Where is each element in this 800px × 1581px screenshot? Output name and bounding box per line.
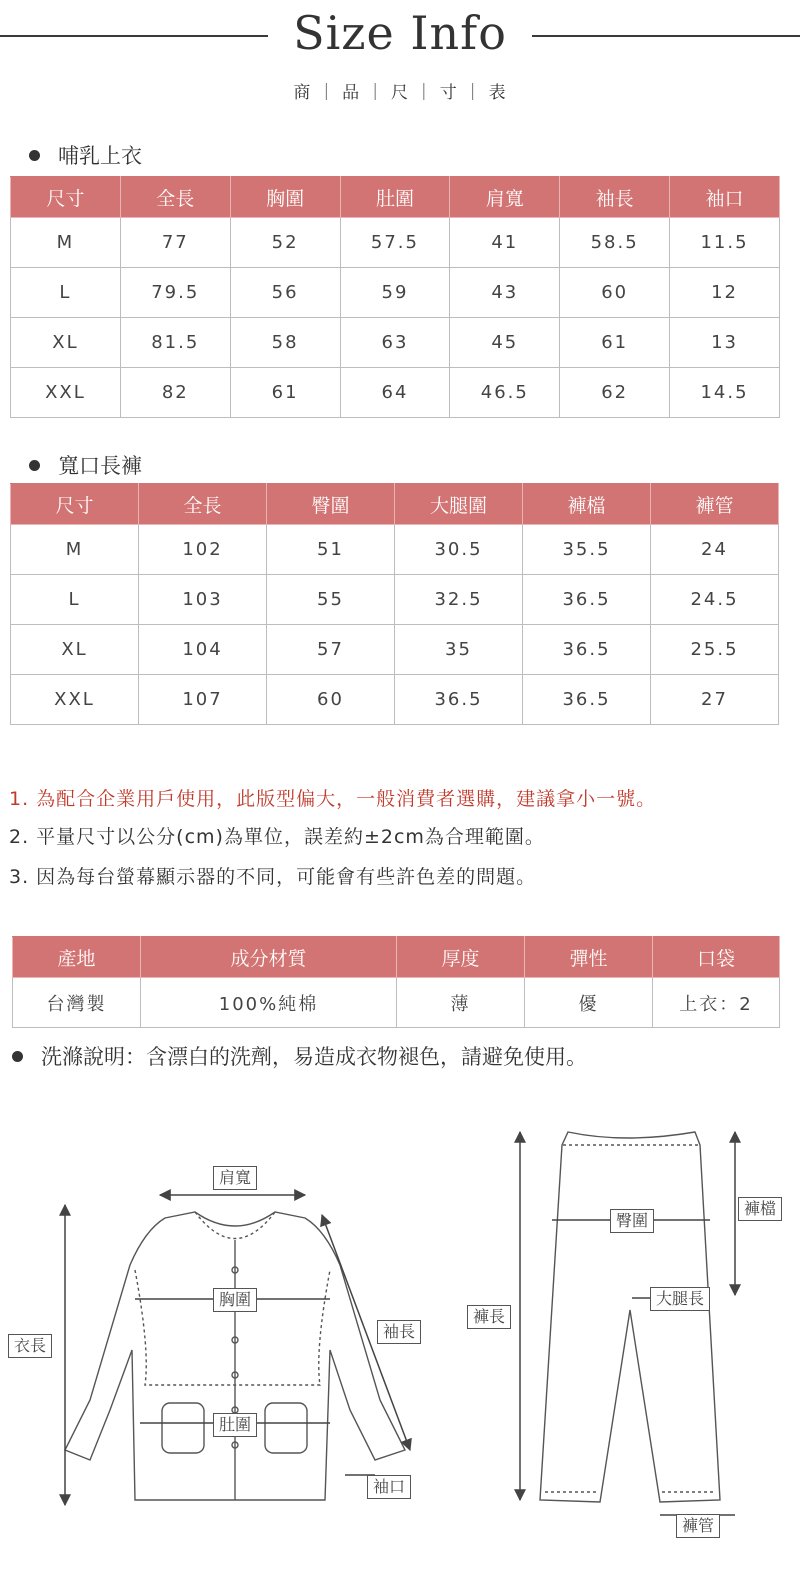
label-chest: 胸圍 [213,1288,257,1312]
table-cell: 36.5 [395,675,523,725]
column-header: 袖長 [560,177,670,218]
table-cell: 77 [120,218,230,268]
table-cell: 58.5 [560,218,670,268]
table-cell: 61 [230,368,340,418]
table-cell: 上衣：2 [653,978,780,1028]
table-cell: 61 [560,318,670,368]
column-header: 臀圍 [267,484,395,525]
table-cell: 51 [267,525,395,575]
column-header: 尺寸 [11,177,121,218]
table-cell: XL [11,625,139,675]
table-cell: 63 [340,318,450,368]
label-pants-length: 褲長 [467,1305,511,1329]
label-thigh: 大腿長 [650,1287,710,1311]
page-title: Size Info [293,6,507,60]
table-cell: 45 [450,318,560,368]
table-cell: XXL [11,675,139,725]
column-header: 全長 [120,177,230,218]
table-cell: 35.5 [523,525,651,575]
bullet-icon [29,460,40,471]
table-cell: 13 [670,318,780,368]
label-hip: 臀圍 [610,1209,654,1233]
table-row [11,675,779,725]
table-row [11,575,779,625]
table-cell: 46.5 [450,368,560,418]
table-cell: 41 [450,218,560,268]
top-heading-text: 哺乳上衣 [58,144,142,168]
pants-section-heading [29,450,142,480]
table-cell: 55 [267,575,395,625]
column-header: 彈性 [525,937,653,978]
table-cell: L [11,575,139,625]
label-crotch: 褲檔 [738,1197,782,1221]
table-header-row [13,937,780,978]
table-header-row [11,484,779,525]
wash-text: 洗滌說明：含漂白的洗劑，易造成衣物褪色，請避免使用。 [41,1045,587,1069]
note-3: 3. 因為每台螢幕顯示器的不同，可能會有些許色差的問題。 [9,866,537,888]
column-header: 成分材質 [141,937,397,978]
column-header: 褲管 [651,484,779,525]
column-header: 肩寬 [450,177,560,218]
table-cell: L [11,268,121,318]
pants-heading-text: 寬口長褲 [58,454,142,478]
table-cell: 14.5 [670,368,780,418]
table-cell: 36.5 [523,675,651,725]
table-row [11,368,780,418]
label-shoulder: 肩寬 [213,1166,257,1190]
bullet-icon [12,1051,23,1062]
note-1: 1. 為配合企業用戶使用，此版型偏大，一般消費者選購，建議拿小一號。 [9,788,657,810]
table-cell: 100%純棉 [141,978,397,1028]
bullet-icon [29,150,40,161]
shirt-outline [65,1212,405,1500]
table-cell: 24.5 [651,575,779,625]
note-2: 2. 平量尺寸以公分(cm)為單位，誤差約±2cm為合理範圍。 [9,826,545,848]
page-subtitle: 商 ｜ 品 ｜ 尺 ｜ 寸 ｜ 表 [293,83,507,103]
column-header: 厚度 [397,937,525,978]
table-row [13,978,780,1028]
table-cell: 102 [139,525,267,575]
table-cell: 25.5 [651,625,779,675]
material-table [12,936,780,1028]
table-cell: 35 [395,625,523,675]
table-cell: XL [11,318,121,368]
table-cell: 59 [340,268,450,318]
table-row [11,625,779,675]
label-belly: 肚圍 [213,1413,257,1437]
table-cell: 60 [267,675,395,725]
table-cell: 58 [230,318,340,368]
wash-instructions [12,1041,587,1071]
table-cell: XXL [11,368,121,418]
table-cell: 27 [651,675,779,725]
column-header: 胸圍 [230,177,340,218]
column-header: 產地 [13,937,141,978]
table-row [11,318,780,368]
column-header: 尺寸 [11,484,139,525]
column-header: 肚圍 [340,177,450,218]
column-header: 大腿圍 [395,484,523,525]
table-cell: 12 [670,268,780,318]
column-header: 褲檔 [523,484,651,525]
table-cell: 57.5 [340,218,450,268]
table-row [11,525,779,575]
table-cell: 11.5 [670,218,780,268]
column-header: 口袋 [653,937,780,978]
table-row [11,268,780,318]
table-cell: 107 [139,675,267,725]
table-cell: 24 [651,525,779,575]
column-header: 袖口 [670,177,780,218]
table-cell: 64 [340,368,450,418]
table-cell: 52 [230,218,340,268]
label-length: 衣長 [8,1334,52,1358]
column-header: 全長 [139,484,267,525]
pants-outline [540,1132,720,1502]
table-cell: 104 [139,625,267,675]
top-size-table [10,176,780,418]
table-cell: 60 [560,268,670,318]
table-cell: 103 [139,575,267,625]
table-cell: M [11,525,139,575]
label-sleeve: 袖長 [377,1320,421,1344]
table-cell: 36.5 [523,625,651,675]
label-cuff: 袖口 [367,1475,411,1499]
table-cell: 薄 [397,978,525,1028]
table-cell: 57 [267,625,395,675]
table-cell: 43 [450,268,560,318]
table-header-row [11,177,780,218]
label-hem: 褲管 [676,1514,720,1538]
table-cell: 79.5 [120,268,230,318]
table-cell: 台灣製 [13,978,141,1028]
top-section-heading [29,140,142,170]
table-cell: 32.5 [395,575,523,625]
pants-size-table [10,483,779,725]
table-cell: 62 [560,368,670,418]
table-cell: 36.5 [523,575,651,625]
table-cell: 30.5 [395,525,523,575]
table-row [11,218,780,268]
table-cell: 82 [120,368,230,418]
table-cell: 優 [525,978,653,1028]
table-cell: 56 [230,268,340,318]
table-cell: M [11,218,121,268]
table-cell: 81.5 [120,318,230,368]
